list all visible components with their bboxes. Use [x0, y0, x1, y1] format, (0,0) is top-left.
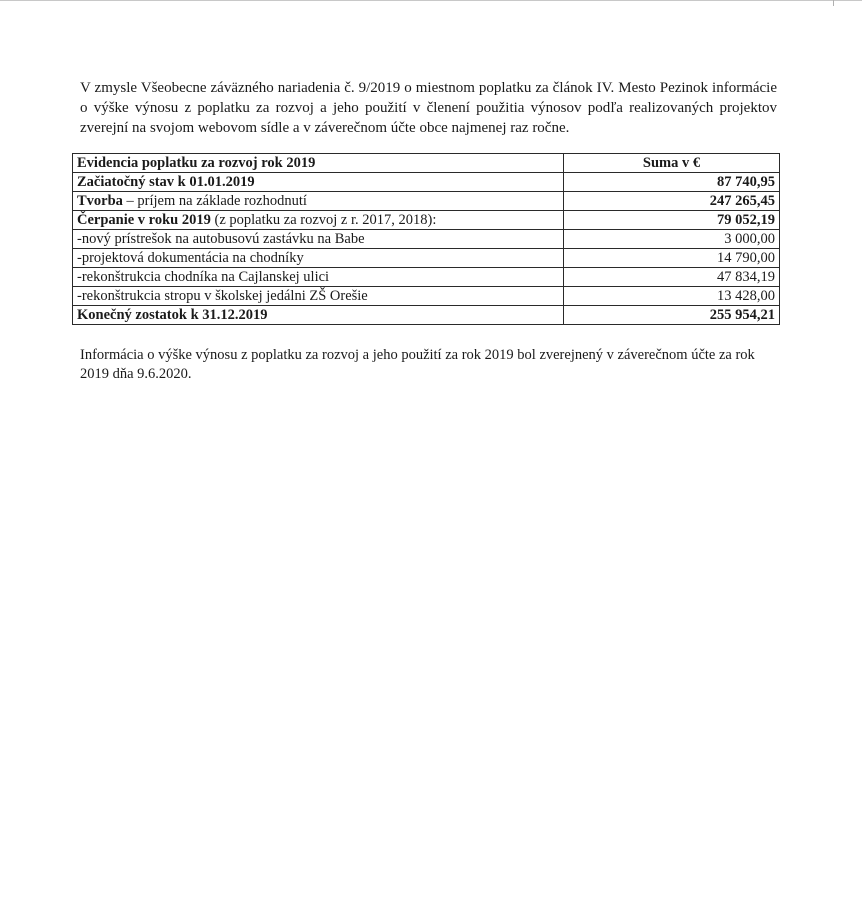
usage-row	[73, 211, 780, 230]
page-top-rule	[0, 0, 862, 1]
table-row	[73, 249, 780, 268]
footer-paragraph: Informácia o výške výnosu z poplatku za rozvoj a jeho použití za rok 2019 bol zverejnený v záverečnom účte za rok 2019 dňa 9.6.2020.	[80, 347, 755, 382]
closing-balance-label: Konečný zostatok k 31.12.2019	[73, 306, 564, 325]
scan-corner-mark	[833, 0, 834, 6]
table-row	[73, 268, 780, 287]
item-label: -projektová dokumentácia na chodníky	[73, 249, 564, 268]
creation-amount: 247 265,45	[564, 192, 780, 211]
opening-balance-label: Začiatočný stav k 01.01.2019	[73, 173, 564, 192]
table-header-row	[73, 154, 780, 173]
development-fee-table	[72, 153, 780, 325]
creation-label	[73, 192, 564, 211]
header-amount-cell: Suma v €	[564, 154, 780, 173]
creation-label-bold: Tvorba	[77, 193, 123, 209]
item-label: -rekonštrukcia chodníka na Cajlanskej ulici	[73, 268, 564, 287]
item-amount: 3 000,00	[564, 230, 780, 249]
usage-label-bold: Čerpanie v roku 2019	[77, 212, 211, 228]
item-amount: 14 790,00	[564, 249, 780, 268]
item-amount: 13 428,00	[564, 287, 780, 306]
opening-balance-amount: 87 740,95	[564, 173, 780, 192]
closing-balance-amount: 255 954,21	[564, 306, 780, 325]
table-row	[73, 287, 780, 306]
item-label: -rekonštrukcia stropu v školskej jedálni ZŠ Orešie	[73, 287, 564, 306]
intro-paragraph: V zmysle Všeobecne záväzného nariadenia č. 9/2019 o miestnom poplatku za článok IV. Mesto Pezinok informácie o výške výnosu z poplatku za rozvoj a jeho použití v členení použitia výnosov podľa realizovaných projektov zverejní na svojom webovom sídle a v záverečnom účte obce najmenej raz ročne.	[80, 80, 777, 136]
header-label-cell: Evidencia poplatku za rozvoj rok 2019	[73, 154, 564, 173]
usage-amount: 79 052,19	[564, 211, 780, 230]
creation-row	[73, 192, 780, 211]
creation-label-rest: – príjem na základe rozhodnutí	[122, 193, 307, 209]
usage-label-rest: (z poplatku za rozvoj z r. 2017, 2018):	[210, 212, 437, 228]
table-row	[73, 230, 780, 249]
item-label: -nový prístrešok na autobusovú zastávku na Babe	[73, 230, 564, 249]
item-amount: 47 834,19	[564, 268, 780, 287]
opening-balance-row	[73, 173, 780, 192]
closing-balance-row	[73, 306, 780, 325]
usage-label	[73, 211, 564, 230]
